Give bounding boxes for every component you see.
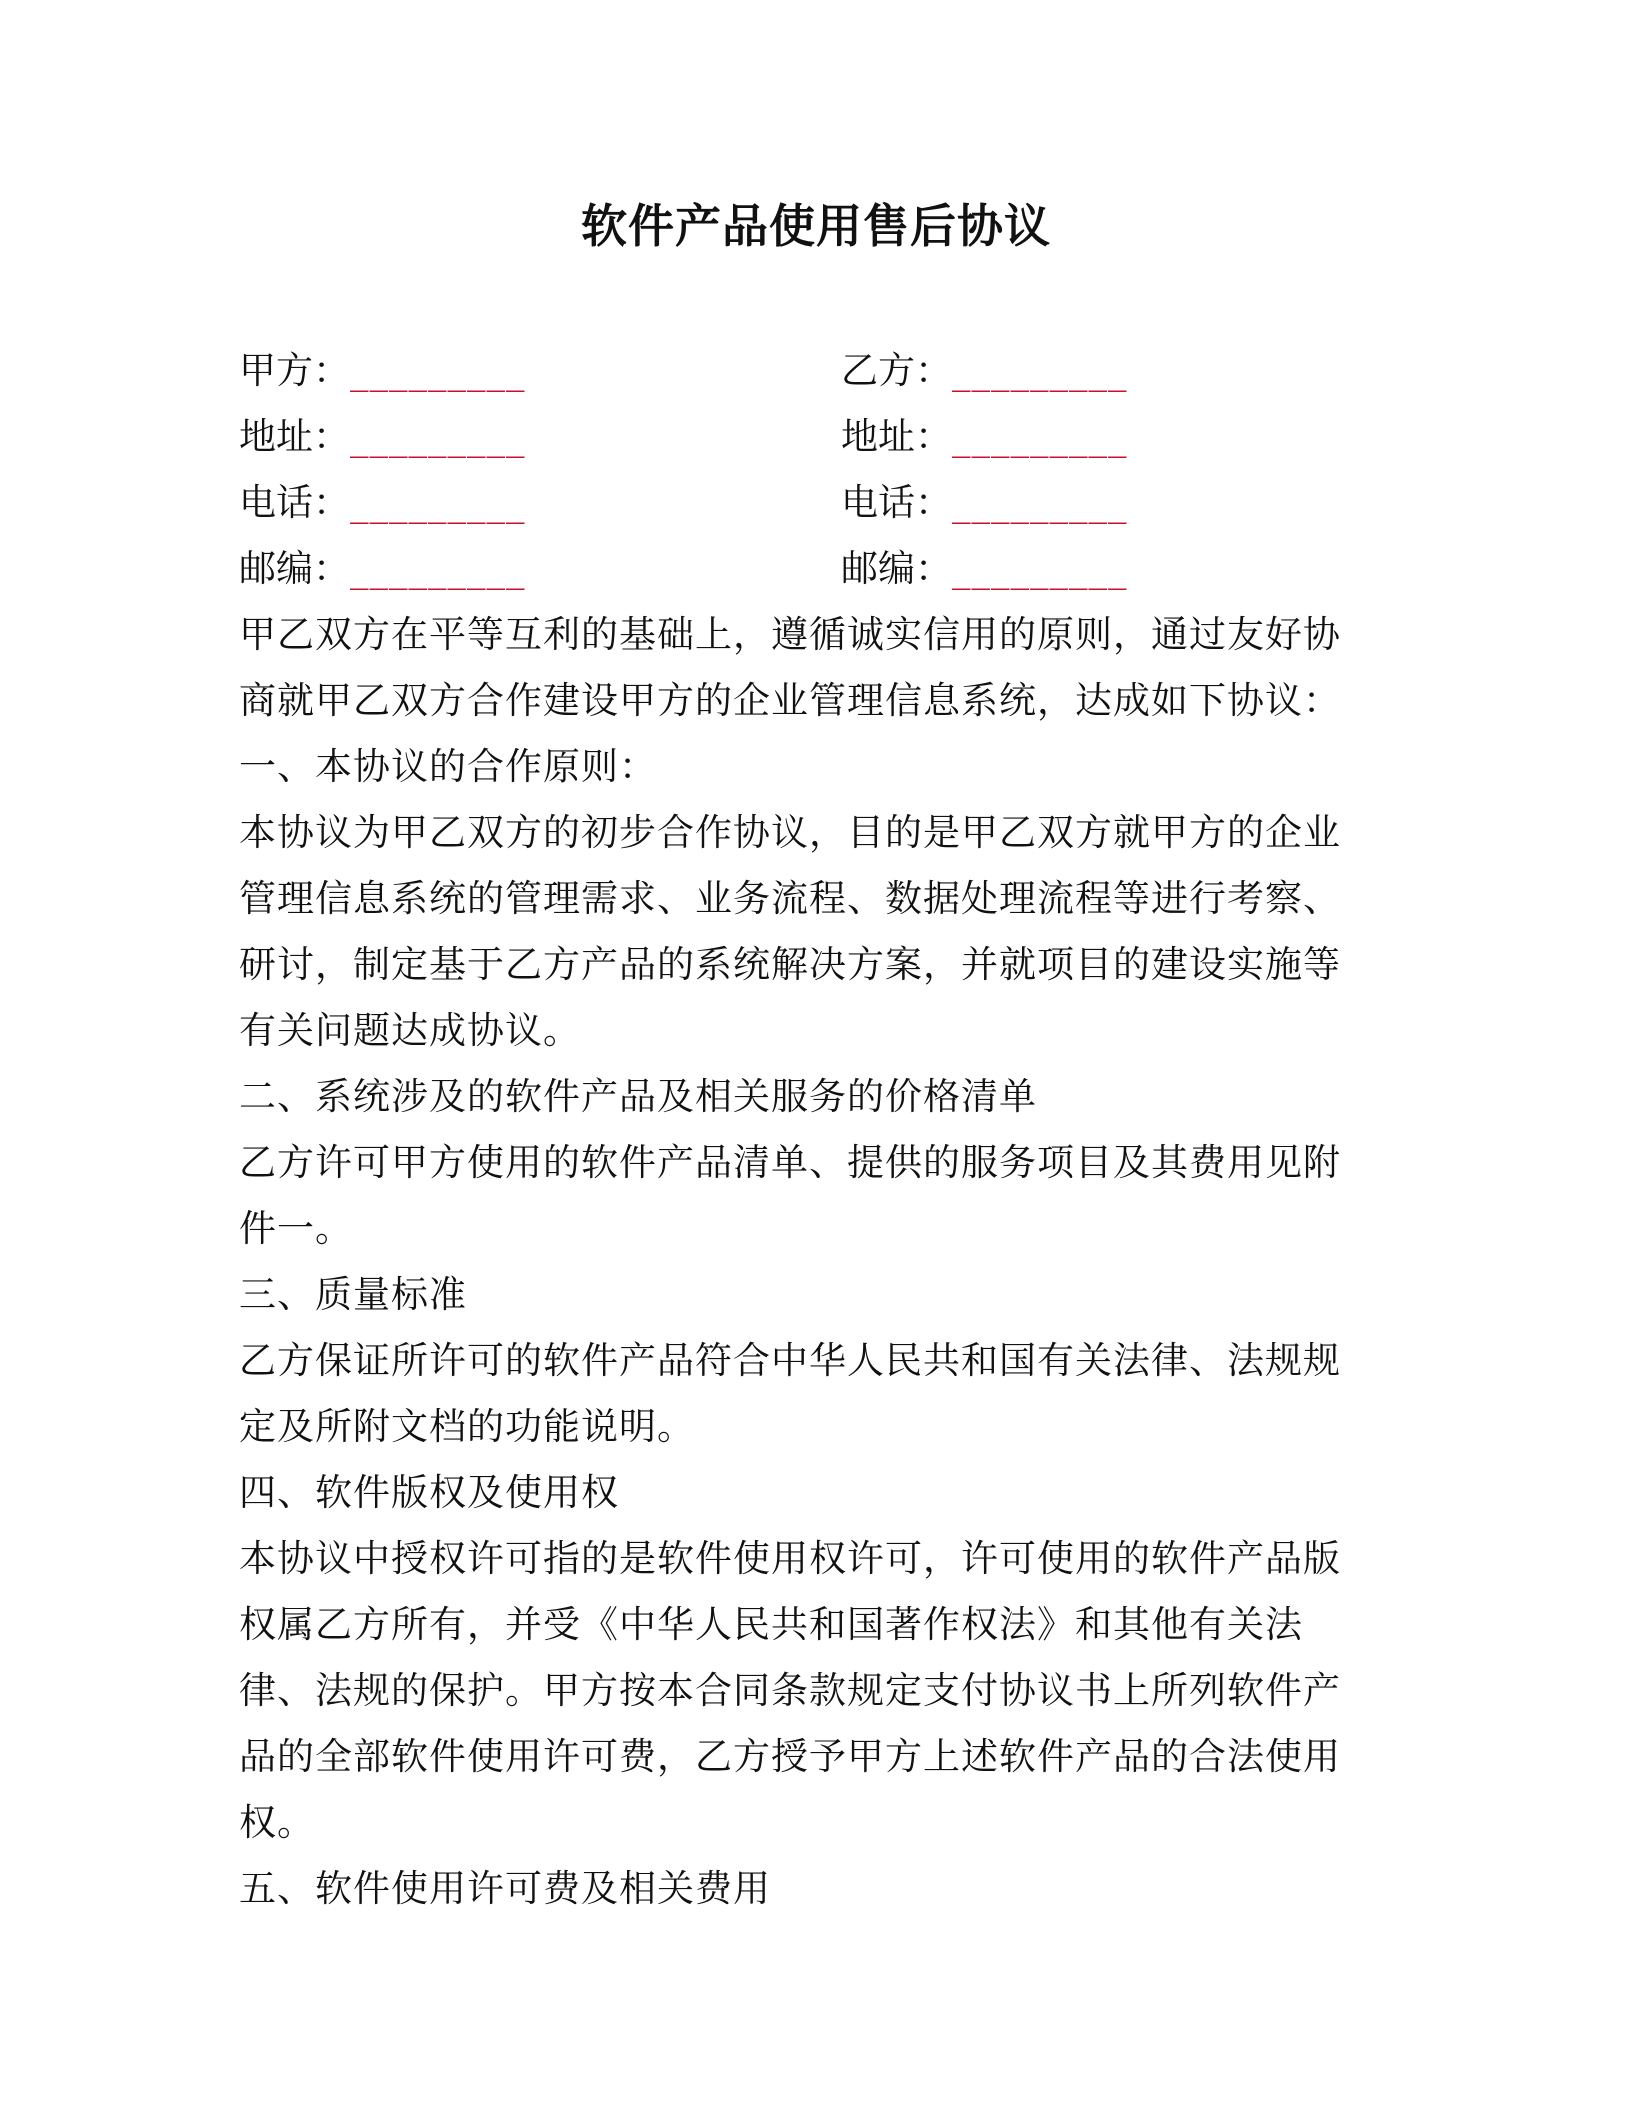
party-blank: _________	[952, 547, 1128, 590]
section-paragraph: 本协议中授权许可指的是软件使用权许可，许可使用的软件产品版权属乙方所有，并受《中华人民共和国著作权法》和其他有关法律、法规的保护。甲方按本合同条款规定支付协议书上所列软件产品的全部软件使用许可费，乙方授予甲方上述软件产品的合法使用权。	[239, 1537, 1341, 1844]
party-blank: _________	[350, 547, 526, 590]
party-b-name	[841, 338, 1128, 404]
party-label: 地址：	[841, 415, 952, 458]
party-a-name	[239, 338, 526, 404]
party-label: 邮编：	[239, 547, 350, 590]
party-row-postcode	[239, 536, 1399, 602]
party-label: 乙方：	[841, 349, 952, 392]
party-blank: _________	[952, 481, 1128, 524]
document-title: 软件产品使用售后协议	[581, 199, 1051, 253]
party-label: 地址：	[239, 415, 350, 458]
section-paragraph: 乙方保证所许可的软件产品符合中华人民共和国有关法律、法规规定及所附文档的功能说明。	[239, 1339, 1341, 1448]
party-blank: _________	[350, 415, 526, 458]
party-row-phone	[239, 470, 1399, 536]
party-row-address	[239, 404, 1399, 470]
section-heading: 四、软件版权及使用权	[239, 1471, 619, 1514]
intro-paragraph: 甲乙双方在平等互利的基础上，遵循诚实信用的原则，通过友好协商就甲乙双方合作建设甲方的企业管理信息系统，达成如下协议：	[239, 613, 1341, 722]
section-heading: 一、本协议的合作原则：	[239, 745, 657, 788]
section-paragraph: 本协议为甲乙双方的初步合作协议，目的是甲乙双方就甲方的企业管理信息系统的管理需求、业务流程、数据处理流程等进行考察、研讨，制定基于乙方产品的系统解决方案，并就项目的建设实施等有关问题达成协议。	[239, 811, 1341, 1052]
parties-block	[239, 338, 1399, 602]
party-a-phone	[239, 470, 526, 536]
party-label: 甲方：	[239, 349, 350, 392]
party-blank: _________	[952, 349, 1128, 392]
party-b-phone	[841, 470, 1128, 536]
party-row-name	[239, 338, 1399, 404]
party-label: 电话：	[239, 481, 350, 524]
party-a-address	[239, 404, 526, 470]
agreement-body	[239, 602, 1359, 1922]
section-paragraph: 乙方许可甲方使用的软件产品清单、提供的服务项目及其费用见附件一。	[239, 1141, 1341, 1250]
section-heading: 五、软件使用许可费及相关费用	[239, 1867, 771, 1910]
party-label: 邮编：	[841, 547, 952, 590]
party-blank: _________	[350, 349, 526, 392]
party-b-address	[841, 404, 1128, 470]
party-label: 电话：	[841, 481, 952, 524]
party-blank: _________	[350, 481, 526, 524]
party-blank: _________	[952, 415, 1128, 458]
section-heading: 二、系统涉及的软件产品及相关服务的价格清单	[239, 1075, 1037, 1118]
party-b-postcode	[841, 536, 1128, 602]
section-heading: 三、质量标准	[239, 1273, 467, 1316]
party-a-postcode	[239, 536, 526, 602]
